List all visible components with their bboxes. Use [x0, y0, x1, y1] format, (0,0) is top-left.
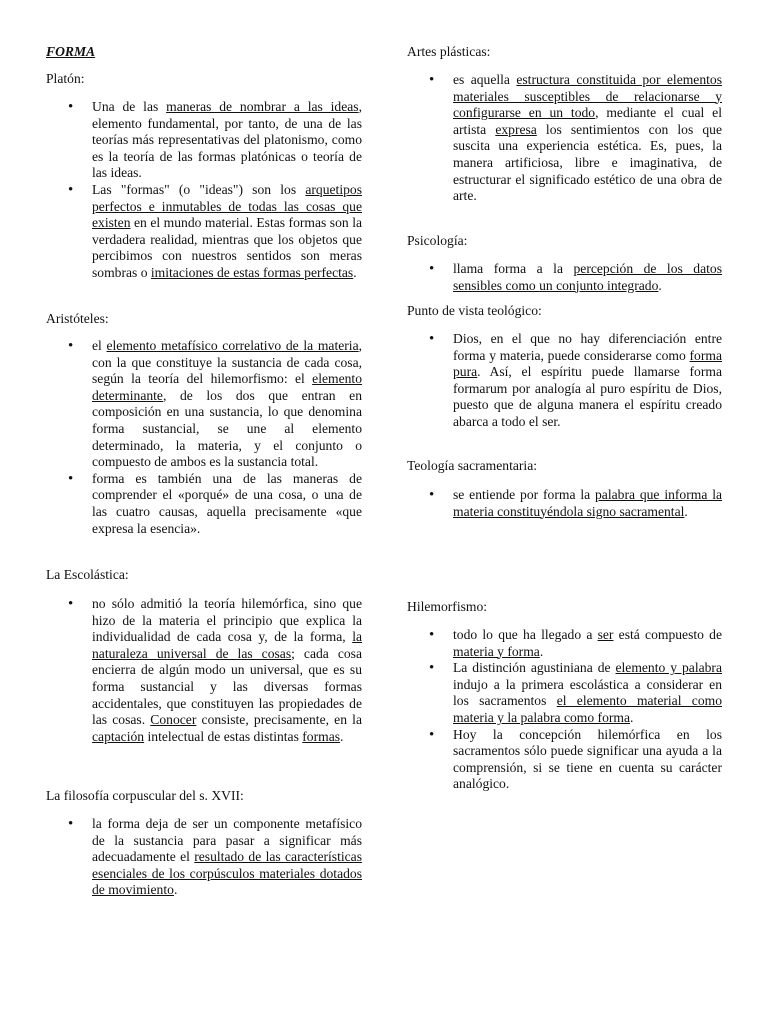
list-item: • la forma deja de ser un componente metafísico de la sustancia para pasar a significar más adecuadamente el resultado de las características esenciales de los corpúsculos materiales dotados de movimiento. — [46, 816, 362, 899]
list-item: • forma es también una de las maneras de comprender el «porqué» de una cosa, o una de las cuatro causas, aquella precisamente «que expresa la esencia». — [46, 471, 362, 537]
list-item: • todo lo que ha llegado a ser está compuesto de materia y forma. — [407, 627, 722, 660]
list-item: • llama forma a la percepción de los datos sensibles como un conjunto integrado. — [407, 261, 722, 294]
list-item: • Hoy la concepción hilemórfica en los sacramentos sólo puede significar una ayuda a la comprensión, si se tiene en cuenta su carácter analógico. — [407, 727, 722, 793]
section-heading-artes: Artes plásticas: — [407, 44, 491, 59]
list-corpuscular — [46, 816, 362, 899]
list-item: • Una de las maneras de nombrar a las ideas, elemento fundamental, por tanto, de una de las teorías más representativas del platonismo, como es la teoría de las formas platónicas o teoría de las ideas. — [46, 99, 362, 182]
list-teologico — [407, 331, 722, 431]
section-heading-psicologia: Psicología: — [407, 233, 468, 248]
list-item: • Las "formas" (o "ideas") son los arquetipos perfectos e inmutables de todas las cosas que existen en el mundo material. Estas formas son la verdadera realidad, mientras que los objetos que percibimos con nuestros sentidos son meras sombras o imitaciones de estas formas perfectas. — [46, 182, 362, 282]
list-hilemorfismo — [407, 627, 722, 793]
list-artes — [407, 72, 722, 205]
list-item: • se entiende por forma la palabra que informa la materia constituyéndola signo sacramental. — [407, 487, 722, 520]
list-item: • el elemento metafísico correlativo de la materia, con la que constituye la sustancia de cada cosa, según la teoría del hilemorfismo: el elemento determinante, de los dos que entran en composición en una sustancia, lo que denomina forma sustancial, se une al elemento determinado, la materia, y el conjunto o compuesto de ambos es la sustancia total. — [46, 338, 362, 471]
section-heading-platon: Platón: — [46, 71, 85, 86]
list-item: • no sólo admitió la teoría hilemórfica, sino que hizo de la materia el principio que explica la individualidad de cada cosa y, de la forma, la naturaleza universal de las cosas; cada cosa encierra de algún modo un universal, que es su forma sustancial y las diversas formas accidentales, que constituyen las propiedades de las cosas. Conocer consiste, precisamente, en la captación intelectual de estas distintas formas. — [46, 596, 362, 745]
list-item: • es aquella estructura constituida por elementos materiales susceptibles de relacionarse y configurarse en un todo, mediante el cual el artista expresa los sentimientos con los que suscita una experiencia estética. Es, pues, la manera artificiosa, libre e imaginativa, de estructurar el significado estético de una obra de arte. — [407, 72, 722, 205]
list-sacramentaria — [407, 487, 722, 520]
list-escolastica — [46, 596, 362, 745]
section-heading-teologico: Punto de vista teológico: — [407, 303, 542, 318]
section-heading-corpuscular: La filosofía corpuscular del s. XVII: — [46, 788, 244, 803]
section-heading-sacramentaria: Teología sacramentaria: — [407, 458, 538, 473]
section-heading-escolastica: La Escolástica: — [46, 567, 129, 582]
section-heading-hilemorfismo: Hilemorfismo: — [407, 599, 488, 614]
list-aristoteles — [46, 338, 362, 537]
list-item: • Dios, en el que no hay diferenciación entre forma y materia, puede considerarse como forma pura. Así, el espíritu puede llamarse forma formarum por analogía al puro espíritu de Dios, puesto que de alguna manera el espíritu creado abarca a todo el ser. — [407, 331, 722, 431]
list-psicologia — [407, 261, 722, 294]
list-item: • La distinción agustiniana de elemento y palabra indujo a la primera escolástica a considerar en los sacramentos el elemento material como materia y la palabra como forma. — [407, 660, 722, 726]
section-heading-aristoteles: Aristóteles: — [46, 311, 109, 326]
document-title: FORMA — [46, 44, 96, 59]
list-platon — [46, 99, 362, 282]
